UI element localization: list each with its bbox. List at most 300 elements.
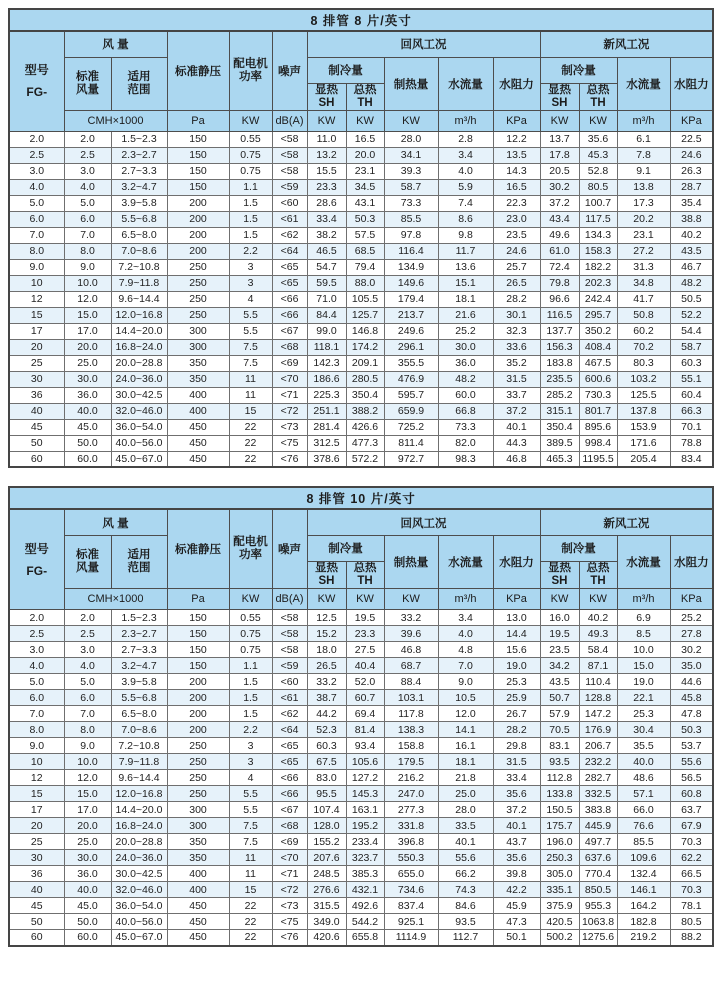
cell-fresh-water-flow: 164.2 [617,898,670,914]
table-row [9,323,713,339]
col-header-fresh-water-resistance: 水阻力 [670,535,713,588]
cell-fresh-cooling-th: 801.7 [579,403,617,419]
table-row [9,930,713,946]
cell-return-heating: 149.6 [384,275,438,291]
cell-model: 12 [9,291,64,307]
cell-noise: <61 [272,211,307,227]
cell-static-pressure: 250 [167,738,229,754]
col-header-air-range [111,535,167,588]
cell-fresh-cooling-th: 87.1 [579,658,617,674]
table-row [9,339,713,355]
cell-return-cooling-sh: 15.2 [307,626,346,642]
col-header-fresh-water-flow: 水流量 [617,535,670,588]
spec-data-table [8,8,714,468]
col-header-fresh-water-flow: 水流量 [617,57,670,110]
cell-return-cooling-sh: 349.0 [307,914,346,930]
table-row [9,387,713,403]
cell-return-water-flow: 25.0 [438,786,493,802]
cell-return-cooling-sh: 155.2 [307,834,346,850]
cell-fresh-water-resistance: 66.5 [670,866,713,882]
cell-model: 17 [9,323,64,339]
cell-fresh-water-resistance: 78.1 [670,898,713,914]
cell-static-pressure: 400 [167,882,229,898]
cell-fresh-water-resistance: 56.5 [670,770,713,786]
air-range-line1: 适用 [127,70,151,83]
cell-noise: <66 [272,307,307,323]
cell-model: 45 [9,419,64,435]
cell-fresh-cooling-sh: 16.0 [540,610,579,626]
cell-model: 60 [9,930,64,946]
cell-return-water-resistance: 45.9 [493,898,540,914]
cell-air-range: 32.0~46.0 [111,403,167,419]
table-row [9,131,713,147]
cell-std-air-volume: 40.0 [64,403,111,419]
cell-return-water-resistance: 40.1 [493,419,540,435]
cell-return-water-flow: 36.0 [438,355,493,371]
cell-fresh-cooling-sh: 350.4 [540,419,579,435]
standard-air-line1: 标准 [76,548,99,561]
cell-return-heating: 213.7 [384,307,438,323]
cell-air-range: 3.2~4.7 [111,179,167,195]
cell-return-cooling-th: 233.4 [346,834,384,850]
cell-fresh-water-resistance: 88.2 [670,930,713,946]
cell-return-cooling-sh: 276.6 [307,882,346,898]
cell-noise: <73 [272,898,307,914]
cell-return-cooling-sh: 44.2 [307,706,346,722]
cell-fresh-water-flow: 80.3 [617,355,670,371]
cell-air-range: 5.5~6.8 [111,211,167,227]
air-range-line2: 范围 [127,83,151,96]
cell-fresh-cooling-th: 134.3 [579,227,617,243]
cell-air-range: 2.3~2.7 [111,147,167,163]
cell-return-cooling-sh: 23.3 [307,179,346,195]
cell-return-water-resistance: 25.3 [493,674,540,690]
table-row [9,371,713,387]
cell-fresh-cooling-th: 1275.6 [579,930,617,946]
cell-return-cooling-sh: 107.4 [307,802,346,818]
unit-kw: KW [384,589,438,610]
total-heat-line1: 总热 [586,83,610,96]
cell-return-water-flow: 18.1 [438,754,493,770]
cell-motor-power: 5.5 [229,802,272,818]
unit-kw: KW [307,110,346,131]
cell-fresh-cooling-sh: 175.7 [540,818,579,834]
cell-return-heating: 249.6 [384,323,438,339]
motor-power-line1: 配电机 [233,536,268,549]
cell-return-cooling-sh: 38.2 [307,227,346,243]
sensible-line2: SH [318,96,335,109]
cell-fresh-water-resistance: 40.2 [670,227,713,243]
col-header-return-air-condition: 回风工况 [307,31,540,57]
table-body [9,610,713,946]
cell-return-cooling-sh: 99.0 [307,323,346,339]
cell-fresh-water-flow: 60.2 [617,323,670,339]
cell-return-cooling-sh: 95.5 [307,786,346,802]
sensible-line2: SH [318,575,335,588]
cell-return-cooling-th: 79.4 [346,259,384,275]
cell-static-pressure: 450 [167,451,229,467]
cell-noise: <68 [272,818,307,834]
cell-return-water-flow: 48.2 [438,371,493,387]
cell-motor-power: 1.5 [229,706,272,722]
air-range-line1: 适用 [127,548,151,561]
cell-air-range: 36.0~54.0 [111,898,167,914]
cell-return-cooling-th: 93.4 [346,738,384,754]
cell-model: 2.5 [9,626,64,642]
unit-kpa: KPa [670,589,713,610]
unit-pa: Pa [167,110,229,131]
cell-air-range: 24.0~36.0 [111,371,167,387]
cell-air-range: 2.3~2.7 [111,626,167,642]
cell-return-water-resistance: 28.2 [493,291,540,307]
cell-return-water-resistance: 32.3 [493,323,540,339]
cell-air-range: 7.9~11.8 [111,275,167,291]
cell-return-water-flow: 21.8 [438,770,493,786]
cell-air-range: 20.0~28.8 [111,834,167,850]
cell-static-pressure: 450 [167,914,229,930]
col-header-return-total-heat [346,83,384,110]
table-row [9,658,713,674]
cell-air-range: 7.2~10.8 [111,738,167,754]
cell-return-heating: 138.3 [384,722,438,738]
cell-model: 4.0 [9,179,64,195]
table-row [9,882,713,898]
cell-return-water-flow: 73.3 [438,419,493,435]
cell-fresh-cooling-sh: 196.0 [540,834,579,850]
cell-fresh-water-flow: 34.8 [617,275,670,291]
cell-motor-power: 0.75 [229,642,272,658]
cell-model: 25 [9,834,64,850]
cell-return-cooling-th: 68.5 [346,243,384,259]
cell-fresh-water-flow: 23.1 [617,227,670,243]
cell-return-water-resistance: 19.0 [493,658,540,674]
cell-motor-power: 3 [229,275,272,291]
cell-noise: <60 [272,674,307,690]
total-heat-line2: TH [357,96,373,109]
motor-power-line1: 配电机 [233,57,268,70]
cell-return-water-flow: 25.2 [438,323,493,339]
cell-motor-power: 7.5 [229,818,272,834]
cell-return-heating: 103.1 [384,690,438,706]
cell-return-heating: 88.4 [384,674,438,690]
cell-return-heating: 28.0 [384,131,438,147]
cell-return-cooling-sh: 225.3 [307,387,346,403]
cell-return-cooling-sh: 142.3 [307,355,346,371]
cell-fresh-cooling-sh: 500.2 [540,930,579,946]
cell-static-pressure: 200 [167,195,229,211]
cell-motor-power: 1.5 [229,227,272,243]
cell-fresh-cooling-sh: 133.8 [540,786,579,802]
cell-fresh-cooling-sh: 50.7 [540,690,579,706]
cell-fresh-water-flow: 41.7 [617,291,670,307]
cell-noise: <58 [272,626,307,642]
cell-fresh-water-flow: 40.0 [617,754,670,770]
cell-fresh-cooling-th: 282.7 [579,770,617,786]
cell-model: 50 [9,435,64,451]
cell-return-water-resistance: 50.1 [493,930,540,946]
cell-fresh-cooling-th: 35.6 [579,131,617,147]
cell-fresh-water-flow: 35.5 [617,738,670,754]
col-header-air-volume: 风 量 [64,509,167,535]
cell-motor-power: 4 [229,770,272,786]
table-row [9,834,713,850]
cell-fresh-cooling-sh: 375.9 [540,898,579,914]
cell-fresh-water-resistance: 55.1 [670,371,713,387]
cell-fresh-water-resistance: 67.9 [670,818,713,834]
cell-fresh-water-resistance: 38.8 [670,211,713,227]
table-row [9,770,713,786]
cell-return-water-flow: 3.4 [438,610,493,626]
cell-return-cooling-sh: 315.5 [307,898,346,914]
cell-std-air-volume: 7.0 [64,706,111,722]
cell-return-heating: 655.0 [384,866,438,882]
cell-std-air-volume: 20.0 [64,339,111,355]
table-row [9,355,713,371]
cell-fresh-water-flow: 103.2 [617,371,670,387]
spacer [10,556,64,564]
table-row [9,163,713,179]
cell-return-heating: 179.4 [384,291,438,307]
cell-fresh-water-resistance: 44.6 [670,674,713,690]
cell-fresh-cooling-th: 1063.8 [579,914,617,930]
cell-model: 6.0 [9,211,64,227]
cell-return-heating: 659.9 [384,403,438,419]
cell-return-cooling-sh: 60.3 [307,738,346,754]
cell-return-heating: 296.1 [384,339,438,355]
cell-return-cooling-sh: 83.0 [307,770,346,786]
cell-return-water-resistance: 44.3 [493,435,540,451]
cell-return-water-resistance: 13.5 [493,147,540,163]
cell-return-cooling-sh: 33.4 [307,211,346,227]
unit-m3h: m³/h [617,110,670,131]
cell-fresh-water-resistance: 27.8 [670,626,713,642]
cell-std-air-volume: 25.0 [64,355,111,371]
cell-fresh-cooling-th: 147.2 [579,706,617,722]
col-header-return-sensible-heat [307,83,346,110]
cell-return-cooling-th: 23.1 [346,163,384,179]
cell-return-cooling-th: 105.5 [346,291,384,307]
cell-return-cooling-th: 23.3 [346,626,384,642]
cell-return-cooling-th: 195.2 [346,818,384,834]
cell-noise: <59 [272,658,307,674]
cell-return-water-flow: 4.0 [438,626,493,642]
cell-return-heating: 58.7 [384,179,438,195]
cell-return-cooling-th: 426.6 [346,419,384,435]
cell-return-cooling-th: 209.1 [346,355,384,371]
cell-air-range: 16.8~24.0 [111,339,167,355]
cell-fresh-cooling-sh: 250.3 [540,850,579,866]
cell-fresh-cooling-th: 45.3 [579,147,617,163]
cell-fresh-water-flow: 17.3 [617,195,670,211]
cell-std-air-volume: 6.0 [64,690,111,706]
cell-model: 12 [9,770,64,786]
cell-noise: <67 [272,323,307,339]
cell-fresh-cooling-sh: 37.2 [540,195,579,211]
cell-fresh-water-resistance: 63.7 [670,802,713,818]
cell-fresh-water-flow: 66.0 [617,802,670,818]
cell-return-cooling-th: 544.2 [346,914,384,930]
motor-power-line2: 功率 [239,70,262,83]
cell-fresh-cooling-th: 242.4 [579,291,617,307]
cell-std-air-volume: 12.0 [64,770,111,786]
cell-fresh-cooling-th: 383.8 [579,802,617,818]
cell-model: 9.0 [9,259,64,275]
cell-return-water-resistance: 35.2 [493,355,540,371]
col-header-air-range [111,57,167,110]
cell-static-pressure: 250 [167,754,229,770]
sensible-line2: SH [551,96,568,109]
cell-return-water-resistance: 43.7 [493,834,540,850]
cell-return-water-resistance: 28.2 [493,722,540,738]
col-header-motor-power [229,31,272,110]
spec-data-table [8,486,714,946]
cell-air-range: 40.0~56.0 [111,914,167,930]
col-header-motor-power [229,509,272,588]
cell-return-cooling-th: 16.5 [346,131,384,147]
sensible-line1: 显热 [548,83,571,96]
cell-std-air-volume: 4.0 [64,658,111,674]
unit-kpa: KPa [493,110,540,131]
cell-fresh-cooling-th: 80.5 [579,179,617,195]
cell-motor-power: 0.75 [229,147,272,163]
cell-return-cooling-th: 88.0 [346,275,384,291]
cell-motor-power: 22 [229,898,272,914]
model-prefix-label: FG- [26,563,48,578]
cell-return-water-resistance: 25.9 [493,690,540,706]
cell-static-pressure: 150 [167,658,229,674]
cell-motor-power: 22 [229,914,272,930]
cell-fresh-water-resistance: 50.5 [670,291,713,307]
cell-return-cooling-th: 20.0 [346,147,384,163]
cell-return-cooling-th: 60.7 [346,690,384,706]
cell-return-water-flow: 18.1 [438,291,493,307]
cell-return-water-flow: 8.6 [438,211,493,227]
cell-fresh-cooling-sh: 285.2 [540,387,579,403]
col-header-return-water-flow: 水流量 [438,57,493,110]
cell-static-pressure: 200 [167,211,229,227]
table-title: 8 排管 10 片/英寸 [9,487,713,509]
cell-motor-power: 11 [229,850,272,866]
cell-air-range: 6.5~8.0 [111,706,167,722]
cell-return-water-flow: 2.8 [438,131,493,147]
col-header-return-water-resistance: 水阻力 [493,57,540,110]
cell-return-water-resistance: 23.5 [493,227,540,243]
cell-air-range: 3.9~5.8 [111,195,167,211]
cell-fresh-water-resistance: 45.8 [670,690,713,706]
cell-return-heating: 811.4 [384,435,438,451]
cell-std-air-volume: 45.0 [64,898,111,914]
cell-noise: <70 [272,850,307,866]
table-title-row [9,9,713,31]
cell-return-water-resistance: 35.6 [493,850,540,866]
cell-fresh-cooling-sh: 93.5 [540,754,579,770]
col-header-fresh-sensible-heat [540,561,579,588]
table-row [9,642,713,658]
cell-return-water-resistance: 33.6 [493,339,540,355]
cell-std-air-volume: 17.0 [64,802,111,818]
sensible-line1: 显热 [548,561,571,574]
cell-return-cooling-sh: 33.2 [307,674,346,690]
cell-return-water-resistance: 33.7 [493,387,540,403]
table-row [9,690,713,706]
cell-fresh-water-resistance: 43.5 [670,243,713,259]
cell-std-air-volume: 2.0 [64,131,111,147]
col-header-return-water-flow: 水流量 [438,535,493,588]
table-row [9,419,713,435]
cell-motor-power: 11 [229,866,272,882]
cell-fresh-cooling-sh: 315.1 [540,403,579,419]
table-row [9,243,713,259]
cell-return-cooling-th: 163.1 [346,802,384,818]
cell-return-water-flow: 4.8 [438,642,493,658]
cell-return-heating: 734.6 [384,882,438,898]
cell-return-water-flow: 11.7 [438,243,493,259]
cell-return-heating: 85.5 [384,211,438,227]
cell-std-air-volume: 17.0 [64,323,111,339]
cell-std-air-volume: 2.5 [64,147,111,163]
cell-motor-power: 1.5 [229,690,272,706]
cell-noise: <64 [272,243,307,259]
total-heat-line2: TH [590,575,606,588]
cell-fresh-water-flow: 48.6 [617,770,670,786]
cell-fresh-cooling-th: 206.7 [579,738,617,754]
cell-return-cooling-th: 43.1 [346,195,384,211]
unit-cmh: CMH×1000 [64,110,167,131]
cell-model: 2.0 [9,610,64,626]
sensible-line1: 显热 [315,83,338,96]
cell-fresh-water-flow: 27.2 [617,243,670,259]
table-row [9,802,713,818]
table-row [9,211,713,227]
model-label: 型号 [24,541,49,556]
cell-std-air-volume: 50.0 [64,914,111,930]
cell-fresh-cooling-th: 730.3 [579,387,617,403]
cell-fresh-water-flow: 19.0 [617,674,670,690]
cell-static-pressure: 200 [167,722,229,738]
cell-model: 20 [9,818,64,834]
cell-return-water-flow: 21.6 [438,307,493,323]
cell-return-cooling-th: 40.4 [346,658,384,674]
col-header-fresh-water-resistance: 水阻力 [670,57,713,110]
cell-std-air-volume: 2.5 [64,626,111,642]
standard-air-line2: 风量 [76,83,99,96]
cell-fresh-water-resistance: 35.0 [670,658,713,674]
cell-fresh-water-resistance: 83.4 [670,451,713,467]
cell-motor-power: 7.5 [229,355,272,371]
cell-std-air-volume: 3.0 [64,642,111,658]
cell-return-water-flow: 82.0 [438,435,493,451]
cell-return-cooling-th: 145.3 [346,786,384,802]
cell-fresh-cooling-sh: 23.5 [540,642,579,658]
cell-return-cooling-sh: 378.6 [307,451,346,467]
cell-return-water-resistance: 14.3 [493,163,540,179]
cell-return-water-flow: 60.0 [438,387,493,403]
col-header-static-pressure: 标准静压 [167,31,229,110]
col-header-air-volume: 风 量 [64,31,167,57]
cell-noise: <58 [272,610,307,626]
cell-return-cooling-sh: 54.7 [307,259,346,275]
cell-static-pressure: 300 [167,818,229,834]
cell-noise: <66 [272,786,307,802]
col-header-return-sensible-heat [307,561,346,588]
table-row [9,403,713,419]
cell-fresh-water-resistance: 53.7 [670,738,713,754]
cell-static-pressure: 250 [167,770,229,786]
cell-fresh-cooling-sh: 61.0 [540,243,579,259]
total-heat-line2: TH [590,96,606,109]
cell-fresh-cooling-th: 955.3 [579,898,617,914]
cell-noise: <72 [272,403,307,419]
